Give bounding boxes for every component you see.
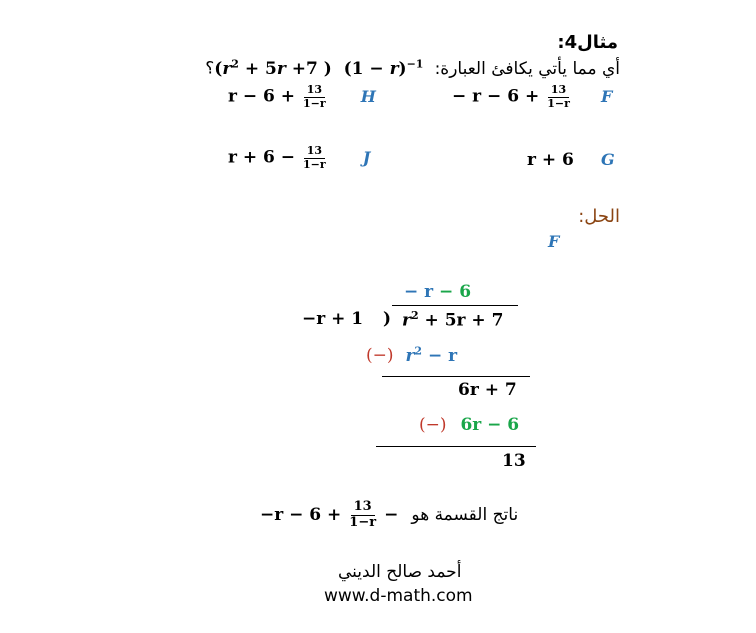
option-j[interactable] [228, 145, 370, 171]
question-expression: ($r^2 + 5r +7$ ) $(1 - r)^{-1}$ [214, 57, 424, 79]
result-label: ناتج القسمة هو [411, 504, 519, 525]
division-bracket: ) [383, 309, 392, 329]
result-line [260, 500, 518, 531]
quotient-term-r: − r [404, 282, 434, 302]
division-remainder1: 6r + 7 [458, 380, 517, 400]
example-title: مثال4: [557, 32, 618, 53]
option-f-expr: − r − 6 + [452, 86, 540, 107]
quotient-rule [392, 305, 518, 306]
option-h[interactable] [228, 84, 376, 110]
result-trailing: − [384, 504, 399, 525]
option-g-label: G [600, 150, 615, 169]
option-f[interactable] [452, 84, 612, 110]
option-f-label: F [600, 86, 613, 106]
question-line [205, 57, 620, 79]
option-h-label: H [360, 86, 376, 106]
step2-minus-sign: (−) [419, 415, 447, 435]
website-link[interactable]: www.d-math.com [324, 586, 473, 606]
option-j-label: J [362, 147, 371, 167]
step1-minus-sign: (−) [366, 345, 394, 366]
solution-heading: الحل: [578, 206, 620, 227]
option-j-fraction: $\frac{13}{1-r}$ [303, 144, 326, 171]
question-suffix: ؟ [205, 58, 215, 79]
option-f-fraction: $\frac{13}{1-r}$ [547, 83, 570, 110]
solution-answer: F [548, 232, 560, 251]
option-g-expr: r + 6 [527, 150, 574, 170]
division-dividend: $r^2 + 5r + 7$ [402, 309, 504, 331]
option-h-fraction: $\frac{13}{1-r}$ [303, 83, 326, 110]
option-g[interactable] [527, 150, 615, 170]
division-step2: (−) 6r − 6 [419, 415, 520, 435]
division-remainder2: 13 [502, 451, 526, 471]
option-h-expr: r − 6 + [228, 86, 296, 107]
step2-rule [376, 446, 536, 447]
author-name: أحمد صالح الديني [338, 562, 462, 582]
result-fraction: $\frac{13}{1-r}$ [349, 499, 377, 530]
option-j-expr: r + 6 − [228, 147, 296, 168]
question-prefix: أي مما يأتي يكافئ العبارة: [434, 58, 620, 79]
division-step1: (−) $r^2 - r$ [366, 344, 458, 366]
division-divisor: −r + 1 ) [302, 309, 392, 329]
step1-rule [382, 376, 530, 377]
division-quotient [404, 282, 471, 302]
quotient-term-6: − 6 [439, 282, 472, 302]
result-expr: −r − 6 + [260, 504, 342, 525]
